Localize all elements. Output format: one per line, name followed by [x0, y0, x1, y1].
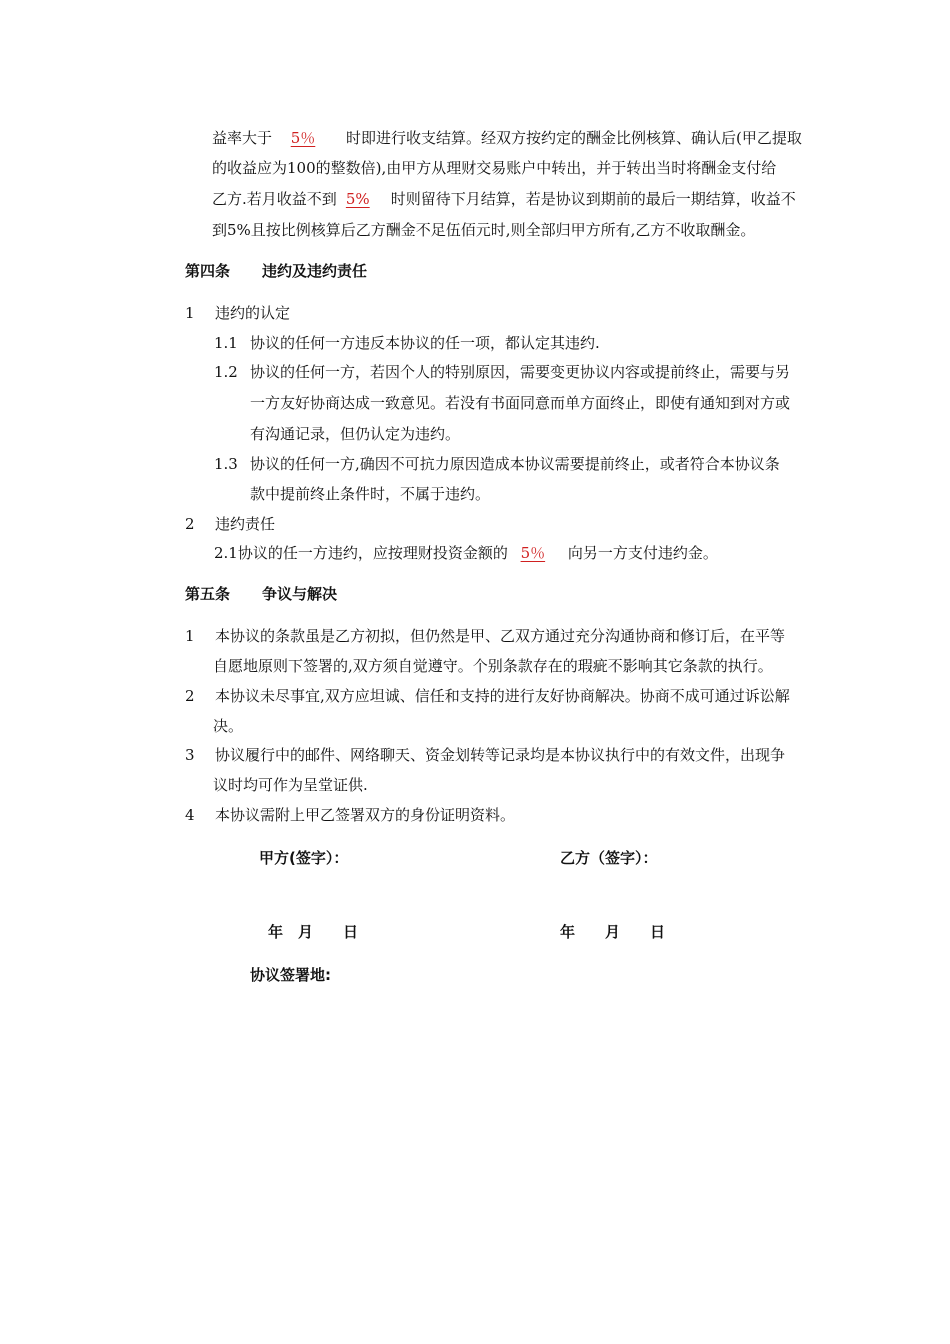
article-title: 违约及违约责任 — [262, 262, 368, 280]
text: 的收益应为100的整数倍),由甲方从理财交易账户中转出，并于转出当时将酬金支付给 — [212, 159, 777, 177]
paragraph-line — [212, 189, 796, 209]
item-text: 议时均可作为呈堂证供. — [213, 776, 368, 794]
clause-line — [214, 333, 600, 353]
item-text: 协议履行中的邮件、网络聊天、资金划转等记录均是本协议执行中的有效文件，出现争 — [215, 746, 786, 764]
party-a-signature-label: 甲方(签字）： — [259, 849, 349, 867]
list-item — [185, 805, 515, 825]
signing-place-label: 协议签署地: — [250, 966, 331, 984]
list-item-line — [213, 775, 368, 795]
article-title: 争议与解决 — [262, 585, 338, 603]
section-number: 2 — [185, 515, 195, 533]
article-heading — [185, 584, 337, 604]
article-number: 第五条 — [185, 585, 231, 603]
clause-text: 协议的任何一方违反本协议的任一项，都认定其违约. — [250, 334, 600, 352]
list-item — [185, 626, 785, 646]
clause-text: 协议的任何一方,确因不可抗力原因造成本协议需要提前终止，或者符合本协议条 — [250, 455, 780, 473]
clause-text: 协议的任何一方，若因个人的特别原因，需要变更协议内容或提前终止，需要与另 — [250, 363, 791, 381]
clause-number: 1.1 — [214, 334, 238, 352]
list-item-line — [213, 656, 773, 676]
section-title: 违约的认定 — [215, 304, 291, 322]
clause-number: 1.2 — [214, 363, 238, 381]
item-text: 本协议未尽事宜,双方应坦诚、信任和支持的进行友好协商解决。协商不成可通过诉讼解 — [215, 687, 790, 705]
item-number: 1 — [185, 627, 195, 645]
penalty-rate-blank: 5％ — [520, 544, 546, 562]
party-b-date-label: 年 月 日 — [560, 923, 666, 941]
section-title: 违约责任 — [215, 515, 276, 533]
clause-text: 有沟通记录，但仍认定为违约。 — [250, 425, 461, 443]
text: 时即进行收支结算。经双方按约定的酬金比例核算、确认后(甲乙提取 — [346, 129, 802, 147]
item-text: 自愿地原则下签署的,双方须自觉遵守。个别条款存在的瑕疵不影响其它条款的执行。 — [213, 657, 773, 675]
list-item-line — [213, 716, 243, 736]
clause-line — [214, 543, 718, 563]
clause-line — [250, 393, 790, 413]
text: 乙方.若月收益不到 — [212, 190, 337, 208]
clause-text: 向另一方支付违约金。 — [567, 544, 718, 562]
rate-blank: 5% — [345, 190, 370, 208]
section-number: 1 — [185, 304, 195, 322]
item-number: 3 — [185, 746, 195, 764]
article-heading — [185, 261, 367, 281]
clause-text: 一方友好协商达成一致意见。若没有书面同意而单方面终止，即使有通知到对方或 — [250, 394, 791, 412]
item-number: 2 — [185, 687, 195, 705]
item-text: 本协议需附上甲乙签署双方的身份证明资料。 — [215, 806, 516, 824]
text: 到5%且按比例核算后乙方酬金不足伍佰元时,则全部归甲方所有,乙方不收取酬金。 — [212, 221, 756, 239]
item-text: 本协议的条款虽是乙方初拟，但仍然是甲、乙双方通过充分沟通协商和修订后，在平等 — [215, 627, 786, 645]
clause-text: 2.1协议的任一方违约，应按理财投资金额的 — [214, 544, 508, 562]
paragraph-line — [212, 128, 802, 148]
paragraph-line — [212, 158, 776, 178]
clause-line — [250, 424, 460, 444]
text: 益率大于 — [212, 129, 273, 147]
section-heading — [185, 303, 290, 323]
clause-number: 1.3 — [214, 455, 238, 473]
item-text: 决。 — [213, 717, 244, 735]
rate-blank: 5％ — [290, 129, 316, 147]
item-number: 4 — [185, 806, 195, 824]
party-a-date-label: 年 月 日 — [268, 923, 359, 941]
list-item — [185, 686, 790, 706]
clause-line — [214, 362, 790, 382]
clause-text: 款中提前终止条件时，不属于违约。 — [250, 485, 491, 503]
paragraph-line — [212, 220, 755, 240]
list-item — [185, 745, 785, 765]
party-b-signature-label: 乙方（签字）： — [560, 849, 658, 867]
clause-line — [250, 484, 490, 504]
article-number: 第四条 — [185, 262, 231, 280]
section-heading — [185, 514, 275, 534]
text: 时则留待下月结算，若是协议到期前的最后一期结算，收益不 — [390, 190, 796, 208]
clause-line — [214, 454, 780, 474]
